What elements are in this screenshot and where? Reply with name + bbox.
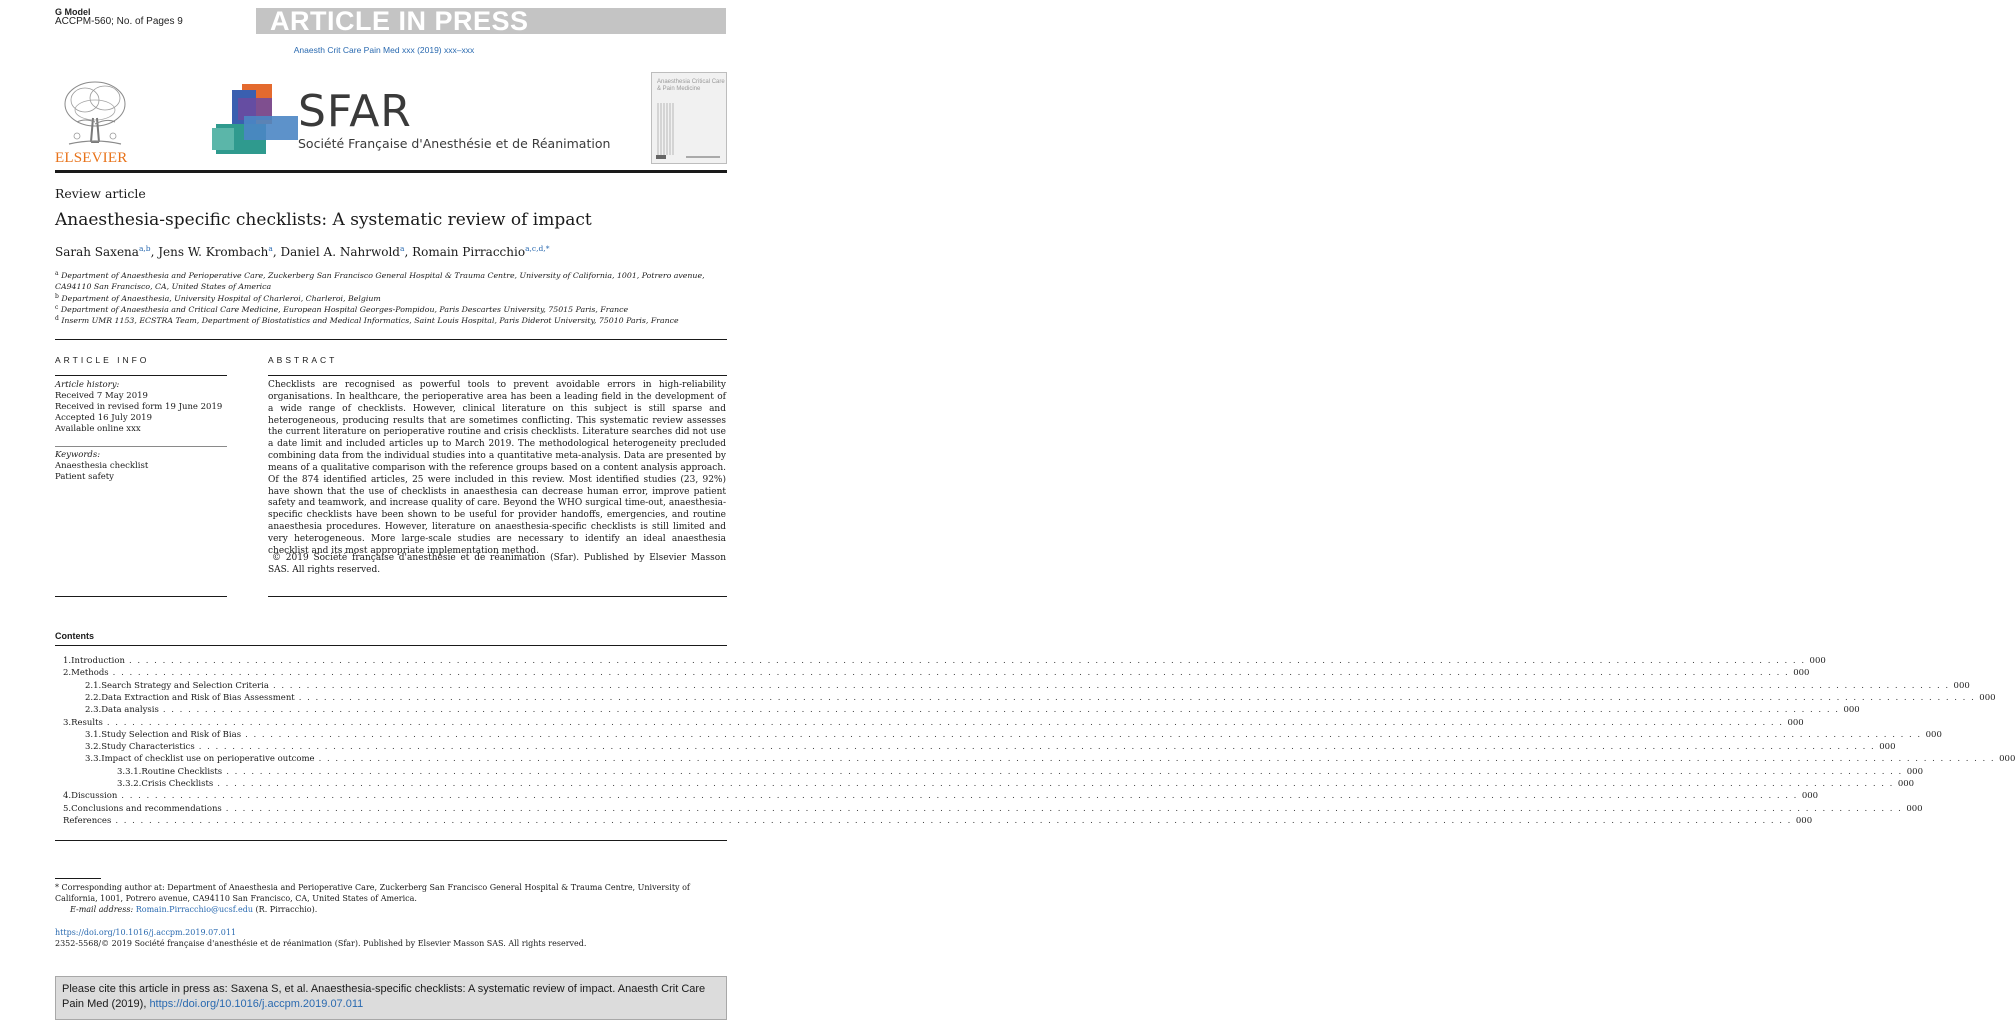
history-received: Received 7 May 2019 bbox=[55, 391, 148, 401]
author-affiliation-link[interactable]: a bbox=[268, 244, 273, 253]
cover-footer-icon bbox=[656, 154, 722, 160]
footnote-rule bbox=[55, 878, 101, 879]
toc-entry-title: Conclusions and recommendations bbox=[71, 803, 222, 814]
journal-reference-link[interactable]: Anaesth Crit Care Pain Med xxx (2019) xxx–xxx bbox=[293, 45, 475, 55]
author-name: Jens W. Krombach bbox=[158, 245, 269, 259]
toc-entry[interactable] bbox=[63, 790, 1819, 802]
toc-entry-title: Study Characteristics bbox=[101, 742, 195, 753]
contents-bottom-rule bbox=[55, 840, 727, 841]
toc-entry-title: Impact of checklist use on perioperative outcome bbox=[101, 754, 315, 765]
affiliation-text: Department of Anaesthesia and Critical Care Medicine, European Hospital Georges-Pompidou, Paris Descartes University, 75015 Paris, France bbox=[60, 305, 629, 314]
history-accepted: Accepted 16 July 2019 bbox=[55, 413, 152, 423]
article-title: Anaesthesia-specific checklists: A systematic review of impact bbox=[55, 210, 592, 230]
toc-entry[interactable] bbox=[117, 778, 1915, 790]
section-rule bbox=[55, 339, 727, 340]
toc-entry-title: Crisis Checklists bbox=[141, 779, 214, 789]
doi-link[interactable]: https://doi.org/10.1016/j.accpm.2019.07.011 bbox=[55, 928, 237, 937]
toc-entry-number: 1. bbox=[63, 656, 72, 666]
toc-entry-title: Methods bbox=[71, 668, 109, 679]
article-info-bottom-rule bbox=[55, 596, 227, 597]
author-affiliation-link[interactable]: a bbox=[399, 244, 405, 253]
toc-entry[interactable] bbox=[117, 766, 1923, 778]
citation-text: Please cite this article in press as: Saxena S, et al. Anaesthesia-specific checklists: A systematic review of impact. Anaesth Crit Care Pain Med (2019), bbox=[62, 983, 706, 1010]
toc-entry-title: Search Strategy and Selection Criteria bbox=[101, 680, 269, 691]
author-affiliation-link[interactable]: a,c,d,* bbox=[525, 244, 550, 253]
toc-entry-title: Introduction bbox=[71, 656, 125, 666]
toc-entry-number: 5. bbox=[63, 803, 72, 814]
affiliation bbox=[55, 268, 705, 292]
abstract-rule bbox=[268, 375, 727, 376]
toc-entry-title: Study Selection and Risk of Bias bbox=[101, 729, 242, 740]
toc-entry-number: 4. bbox=[63, 791, 72, 802]
affiliation-marker: b bbox=[55, 293, 59, 300]
author-name: Romain Pirracchio bbox=[412, 245, 526, 259]
issn-copyright: 2352-5568/© 2019 Société française d'anesthésie et de réanimation (Sfar). Published by Elsevier Masson SAS. All rights reserved. bbox=[55, 939, 587, 948]
toc-entry[interactable] bbox=[85, 729, 1942, 741]
affiliation-text: Inserm UMR 1153, ECSTRA Team, Department of Biostatistics and Medical Informatics, Saint Louis Hospital, Paris Diderot University, 75010 Paris, France bbox=[61, 316, 679, 325]
author-name: Daniel A. Nahrwold bbox=[280, 245, 400, 259]
toc-leader-dots: . . . . . . . . . . . . . . . . . . . . . . . . . . . . . . . . . . . . . . . . . . . . . . . . . . . . . . . . . . . . . . . . . . . . . . . . . . . . . . . . . . . . . . . . . . . . . . . . . . . . . . . . . . . . . . . . . . . . . . . . . . . . . . . . . . . . . . . . . . . . . . . . . . . . . . . . . . . . . . . . . . . . . . . . . . . . . . . . . . . . . . . . . . . . . . . . . . . . . . . . bbox=[162, 705, 1840, 716]
affiliation-text: Department of Anaesthesia and Perioperative Care, Zuckerberg San Francisco General Hospital & Trauma Centre, University of California, 1001, Potrero avenue, CA94110 San Francisco, CA, United States of America bbox=[55, 271, 705, 291]
toc-leader-dots: . . . . . . . . . . . . . . . . . . . . . . . . . . . . . . . . . . . . . . . . . . . . . . . . . . . . . . . . . . . . . . . . . . . . . . . . . . . . . . . . . . . . . . . . . . . . . . . . . . . . . . . . . . . . . . . . . . . . . . . . . . . . . . . . . . . . . . . . . . . . . . . . . . . . . . . . . . . . . . . . . . . . . . . . . . . . . . . . . . . . . . . . . . . . . . . . . . . . . . . . bbox=[112, 668, 1790, 679]
article-type: Review article bbox=[55, 186, 146, 201]
citation-doi-link[interactable]: https://doi.org/10.1016/j.accpm.2019.07.011 bbox=[149, 998, 364, 1010]
toc-entry-page: 000 bbox=[1925, 729, 1942, 740]
author-separator: , bbox=[150, 245, 159, 259]
toc-entry-number: 3.3.1. bbox=[117, 766, 142, 777]
toc-entry[interactable] bbox=[85, 741, 1896, 753]
author-list bbox=[55, 244, 549, 259]
toc-leader-dots: . . . . . . . . . . . . . . . . . . . . . . . . . . . . . . . . . . . . . . . . . . . . . . . . . . . . . . . . . . . . . . . . . . . . . . . . . . . . . . . . . . . . . . . . . . . . . . . . . . . . . . . . . . . . . . . . . . . . . . . . . . . . . . . . . . . . . . . . . . . . . . . . . . . . . . . . . . . . . . . . . . . . . . . . . . . . . . . . . . . . . . . . . . . . . . . . . . . . . . . . bbox=[115, 815, 1792, 826]
toc-entry-page: 000 bbox=[1793, 668, 1810, 679]
email-label: E-mail address: bbox=[70, 905, 134, 914]
toc-entry-number: 2.2. bbox=[85, 692, 102, 703]
toc-entry-page: 000 bbox=[1795, 815, 1813, 826]
keyword: Patient safety bbox=[55, 472, 114, 482]
toc-entry-title: Data analysis bbox=[101, 705, 159, 716]
manuscript-id: ACCPM-560; No. of Pages 9 bbox=[55, 16, 183, 27]
sfar-wordmark: SFAR bbox=[298, 86, 412, 137]
toc-entry[interactable] bbox=[85, 704, 1860, 716]
sfar-logo-icon bbox=[212, 84, 302, 158]
toc-entry-title: References bbox=[63, 815, 112, 826]
affiliation-marker: c bbox=[55, 304, 59, 311]
abstract-text: Checklists are recognised as powerful tools to prevent avoidable errors in high-reliability organisations. In healthcare, the perioperative area has been a leading field in the development of a wide range of checklists. However, clinical literature on this subject is still sparse and heterogeneous, producing results that are sometimes conflicting. This systematic review assesses the current literature on perioperative routine and crisis checklists. Literature searches did not use a date limit and included articles up to March 2019. The methodological heterogeneity precluded combining data from the individual studies into a quantitative meta-analysis. Data are presented by means of a qualitative comparison with the reference groups based on a content analysis approach. Of the 874 identified articles, 25 were included in this review. Most identified studies (23, 92%) have shown that the use of checklists in anaesthesia can decrease human error, improve patient safety and teamwork, and increase quality of care. Beyond the WHO surgical time-out, anaesthesia-specific checklists have been shown to be useful for provider handoffs, emergencies, and routine anaesthesia procedures. However, literature on anaesthesia-specific checklists is still limited and very heterogeneous. More large-scale studies are necessary to identify an ideal anaesthesia checklist and its most appropriate implementation method. bbox=[268, 380, 726, 556]
keywords-label: Keywords: bbox=[55, 450, 101, 460]
toc-entry-page: 000 bbox=[1953, 680, 1970, 691]
corresponding-author-note: * Corresponding author at: Department of Anaesthesia and Perioperative Care, Zuckerberg San Francisco General Hospital & Trauma Centre, University of California, 1001, Potrero avenue, CA94110 San Francisco, CA, United States of America. bbox=[55, 883, 690, 903]
toc-entry[interactable] bbox=[63, 717, 1804, 729]
header-rule bbox=[55, 170, 727, 173]
toc-entry-number: 3.3.2. bbox=[117, 779, 142, 789]
author-name: Sarah Saxena bbox=[55, 245, 139, 259]
keyword: Anaesthesia checklist bbox=[55, 461, 149, 471]
history-online: Available online xxx bbox=[55, 424, 141, 434]
elsevier-wordmark: ELSEVIER bbox=[55, 150, 128, 166]
abstract-heading: ABSTRACT bbox=[268, 355, 338, 365]
toc-entry-page: 000 bbox=[1801, 791, 1819, 802]
abstract-copyright-text: © 2019 Société française d'anesthésie et de réanimation (Sfar). Published by Elsevier Masson SAS. All rights reserved. bbox=[268, 553, 726, 575]
toc-entry-page: 000 bbox=[1809, 656, 1826, 666]
sfar-subtitle: Société Française d'Anesthésie et de Réanimation bbox=[298, 136, 611, 151]
toc-entry-page: 000 bbox=[1979, 692, 1996, 703]
toc-entry[interactable] bbox=[85, 680, 1970, 692]
toc-entry-title: Results bbox=[71, 717, 103, 728]
toc-entry-number: 2. bbox=[63, 668, 72, 679]
affiliation bbox=[55, 313, 705, 326]
history-revised: Received in revised form 19 June 2019 bbox=[55, 402, 223, 412]
keywords-rule bbox=[55, 446, 227, 447]
toc-leader-dots: . . . . . . . . . . . . . . . . . . . . . . . . . . . . . . . . . . . . . . . . . . . . . . . . . . . . . . . . . . . . . . . . . . . . . . . . . . . . . . . . . . . . . . . . . . . . . . . . . . . . . . . . . . . . . . . . . . . . . . . . . . . . . . . . . . . . . . . . . . . . . . . . . . . . . . . . . . . . . . . . . . . . . . . . . . . . . . . . . . . . . . . . . . . . . . . . . . . . . . . . bbox=[245, 729, 1922, 740]
toc-leader-dots: . . . . . . . . . . . . . . . . . . . . . . . . . . . . . . . . . . . . . . . . . . . . . . . . . . . . . . . . . . . . . . . . . . . . . . . . . . . . . . . . . . . . . . . . . . . . . . . . . . . . . . . . . . . . . . . . . . . . . . . . . . . . . . . . . . . . . . . . . . . . . . . . . . . . . . . . . . . . . . . . . . . . . . . . . . . . . . . . . . . . . . . . . . . . . . . . . . . . . . . . bbox=[217, 779, 1894, 789]
g-model-label: G Model bbox=[55, 7, 91, 17]
contents-heading: Contents bbox=[55, 631, 94, 641]
author-separator: , bbox=[404, 245, 413, 259]
toc-entry[interactable] bbox=[85, 692, 1996, 704]
author-affiliation-link[interactable]: a,b bbox=[138, 244, 151, 253]
toc-entry[interactable] bbox=[63, 803, 1923, 815]
toc-leader-dots: . . . . . . . . . . . . . . . . . . . . . . . . . . . . . . . . . . . . . . . . . . . . . . . . . . . . . . . . . . . . . . . . . . . . . . . . . . . . . . . . . . . . . . . . . . . . . . . . . . . . . . . . . . . . . . . . . . . . . . . . . . . . . . . . . . . . . . . . . . . . . . . . . . . . . . . . . . . . . . . . . . . . . . . . . . . . . . . . . . . . . . . . . . . . . . . . . . . . . . . . bbox=[128, 656, 1806, 666]
toc-entry-title: Data Extraction and Risk of Bias Assessment bbox=[101, 692, 295, 703]
affiliation-text: Department of Anaesthesia, University Hospital of Charleroi, Charleroi, Belgium bbox=[61, 294, 381, 303]
article-info-heading: ARTICLE INFO bbox=[55, 355, 150, 365]
cover-pattern-icon bbox=[657, 103, 675, 155]
abstract-copyright bbox=[268, 553, 726, 577]
cover-title: Anaesthesia Critical Care & Pain Medicine bbox=[657, 79, 725, 92]
history-label: Article history: bbox=[55, 380, 120, 390]
toc-leader-dots: . . . . . . . . . . . . . . . . . . . . . . . . . . . . . . . . . . . . . . . . . . . . . . . . . . . . . . . . . . . . . . . . . . . . . . . . . . . . . . . . . . . . . . . . . . . . . . . . . . . . . . . . . . . . . . . . . . . . . . . . . . . . . . . . . . . . . . . . . . . . . . . . . . . . . . . . . . . . . . . . . . . . . . . . . . . . . . . . . . . . . . . . . . . . . . . . . . . . . . . . bbox=[298, 692, 1976, 703]
toc-leader-dots: . . . . . . . . . . . . . . . . . . . . . . . . . . . . . . . . . . . . . . . . . . . . . . . . . . . . . . . . . . . . . . . . . . . . . . . . . . . . . . . . . . . . . . . . . . . . . . . . . . . . . . . . . . . . . . . . . . . . . . . . . . . . . . . . . . . . . . . . . . . . . . . . . . . . . . . . . . . . . . . . . . . . . . . . . . . . . . . . . . . . . . . . . . . . . . . . . . . . . . . . bbox=[272, 680, 1950, 691]
toc-entry-page: 000 bbox=[1787, 717, 1804, 728]
toc-entry-number: 2.1. bbox=[85, 680, 102, 691]
toc-entry-page: 000 bbox=[1999, 754, 2015, 765]
affiliation-marker: d bbox=[55, 315, 59, 322]
toc-leader-dots: . . . . . . . . . . . . . . . . . . . . . . . . . . . . . . . . . . . . . . . . . . . . . . . . . . . . . . . . . . . . . . . . . . . . . . . . . . . . . . . . . . . . . . . . . . . . . . . . . . . . . . . . . . . . . . . . . . . . . . . . . . . . . . . . . . . . . . . . . . . . . . . . . . . . . . . . . . . . . . . . . . . . . . . . . . . . . . . . . . . . . . . . . . . . . . . . . . . . . . . . bbox=[121, 791, 1798, 802]
journal-cover-thumbnail[interactable] bbox=[651, 72, 727, 164]
article-info-rule bbox=[55, 375, 227, 376]
toc-entry-page: 000 bbox=[1843, 705, 1860, 716]
toc-entry[interactable] bbox=[63, 815, 1813, 827]
toc-entry-number: 3.1. bbox=[85, 729, 102, 740]
email-footnote bbox=[70, 904, 317, 915]
toc-leader-dots: . . . . . . . . . . . . . . . . . . . . . . . . . . . . . . . . . . . . . . . . . . . . . . . . . . . . . . . . . . . . . . . . . . . . . . . . . . . . . . . . . . . . . . . . . . . . . . . . . . . . . . . . . . . . . . . . . . . . . . . . . . . . . . . . . . . . . . . . . . . . . . . . . . . . . . . . . . . . . . . . . . . . . . . . . . . . . . . . . . . . . . . . . . . . . . . . . . . . . . . . bbox=[106, 717, 1784, 728]
toc-entry-number: 3.2. bbox=[85, 742, 102, 753]
author-separator: , bbox=[272, 245, 281, 259]
toc-leader-dots: . . . . . . . . . . . . . . . . . . . . . . . . . . . . . . . . . . . . . . . . . . . . . . . . . . . . . . . . . . . . . . . . . . . . . . . . . . . . . . . . . . . . . . . . . . . . . . . . . . . . . . . . . . . . . . . . . . . . . . . . . . . . . . . . . . . . . . . . . . . . . . . . . . . . . . . . . . . . . . . . . . . . . . . . . . . . . . . . . . . . . . . . . . . . . . . . . . . . . . . . bbox=[225, 803, 1903, 814]
toc-entry-number: 3. bbox=[63, 717, 72, 728]
email-link[interactable]: Romain.Pirracchio@ucsf.edu bbox=[135, 905, 253, 914]
article-in-press-label: ARTICLE IN PRESS bbox=[270, 6, 529, 36]
toc-entry-page: 000 bbox=[1879, 742, 1896, 753]
toc-entry-title: Discussion bbox=[71, 791, 118, 802]
email-suffix: (R. Pirracchio). bbox=[253, 905, 318, 914]
affiliation-marker: a bbox=[55, 270, 59, 277]
contents-top-rule bbox=[55, 645, 727, 646]
toc-entry-title: Routine Checklists bbox=[141, 766, 223, 777]
toc-entry-number: 2.3. bbox=[85, 705, 102, 716]
toc-entry-page: 000 bbox=[1897, 779, 1915, 789]
toc-entry-page: 000 bbox=[1906, 766, 1923, 777]
toc-leader-dots: . . . . . . . . . . . . . . . . . . . . . . . . . . . . . . . . . . . . . . . . . . . . . . . . . . . . . . . . . . . . . . . . . . . . . . . . . . . . . . . . . . . . . . . . . . . . . . . . . . . . . . . . . . . . . . . . . . . . . . . . . . . . . . . . . . . . . . . . . . . . . . . . . . . . . . . . . . . . . . . . . . . . . . . . . . . . . . . . . . . . . . . . . . . . . . . . . . . . . . . . bbox=[198, 742, 1876, 753]
toc-entry-page: 000 bbox=[1906, 803, 1923, 814]
toc-leader-dots: . . . . . . . . . . . . . . . . . . . . . . . . . . . . . . . . . . . . . . . . . . . . . . . . . . . . . . . . . . . . . . . . . . . . . . . . . . . . . . . . . . . . . . . . . . . . . . . . . . . . . . . . . . . . . . . . . . . . . . . . . . . . . . . . . . . . . . . . . . . . . . . . . . . . . . . . . . . . . . . . . . . . . . . . . . . . . . . . . . . . . . . . . . . . . . . . . . . . . . . . bbox=[318, 754, 1996, 765]
toc-entry[interactable] bbox=[63, 655, 1826, 667]
citation-box bbox=[55, 976, 727, 1020]
toc-entry[interactable] bbox=[85, 753, 2015, 765]
toc-leader-dots: . . . . . . . . . . . . . . . . . . . . . . . . . . . . . . . . . . . . . . . . . . . . . . . . . . . . . . . . . . . . . . . . . . . . . . . . . . . . . . . . . . . . . . . . . . . . . . . . . . . . . . . . . . . . . . . . . . . . . . . . . . . . . . . . . . . . . . . . . . . . . . . . . . . . . . . . . . . . . . . . . . . . . . . . . . . . . . . . . . . . . . . . . . . . . . . . . . . . . . . . bbox=[226, 766, 1903, 777]
toc-entry[interactable] bbox=[63, 667, 1810, 679]
elsevier-tree-icon bbox=[55, 78, 133, 150]
toc-entry-number: 3.3. bbox=[85, 754, 102, 765]
abstract-bottom-rule bbox=[268, 596, 727, 597]
